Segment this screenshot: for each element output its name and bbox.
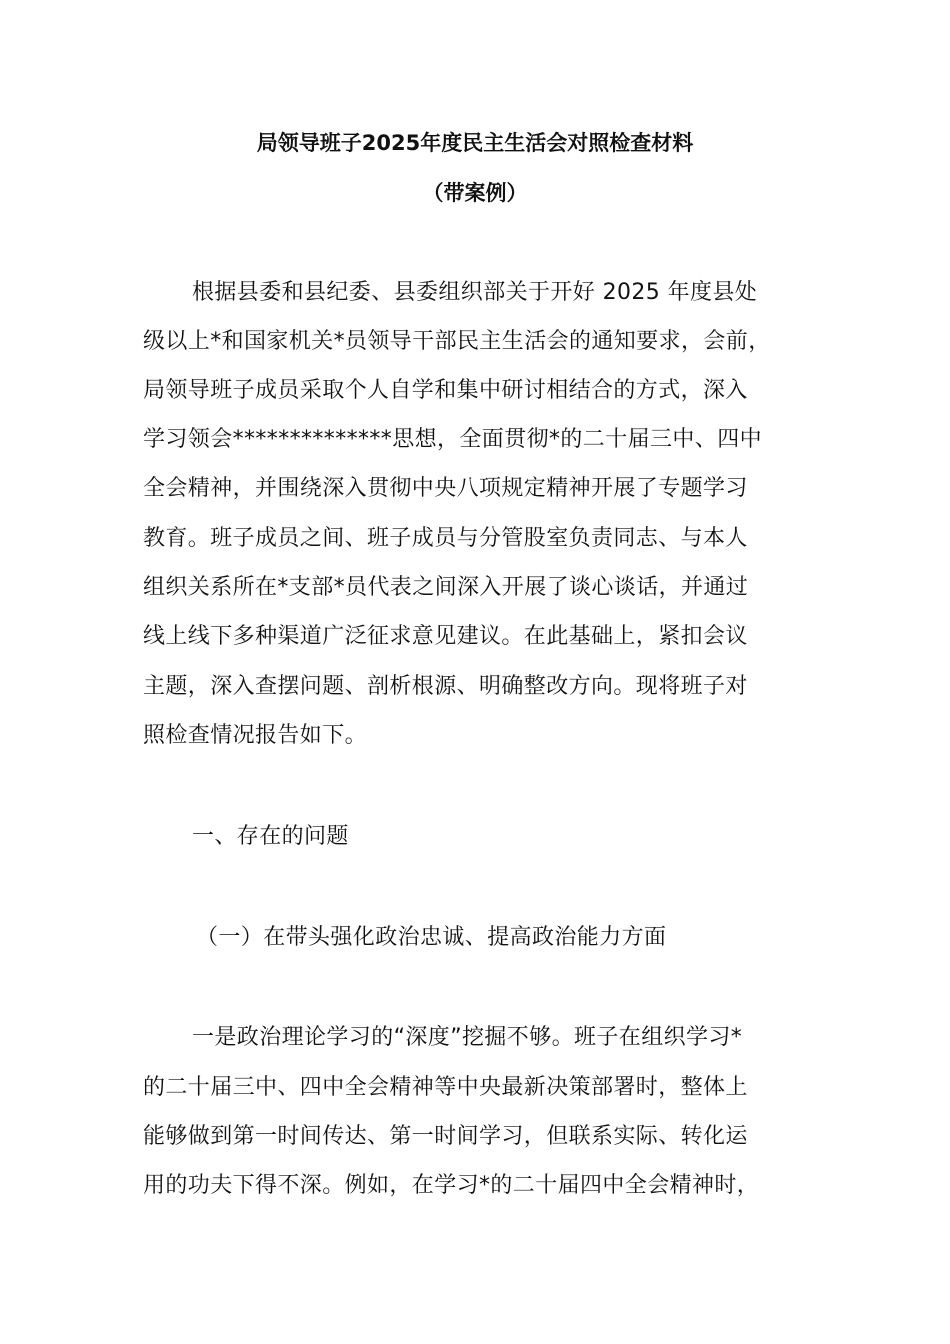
intro-line-1: 根据县委和县纪委、县委组织部关于开好 2025 年度县处 [192,280,758,305]
intro-line-7: 组织关系所在*支部*员代表之间深入开展了谈心谈话，并通过 [143,575,749,600]
body-line-4: 用的功夫下得不深。例如，在学习*的二十届四中全会精神时， [143,1173,760,1198]
subsection-heading: （一）在带头强化政治忠诚、提高政治能力方面 [196,925,667,950]
intro-line-6: 教育。班子成员之间、班子成员与分管股室负责同志、与本人 [143,526,748,551]
intro-line-4: 学习领会**************思想，全面贯彻*的二十届三中、四中 [143,427,763,452]
intro-line-3: 局领导班子成员采取个人自学和集中研讨相结合的方式，深入 [143,378,748,403]
body-line-1: 一是政治理论学习的“深度”挖掘不够。班子在组织学习* [192,1025,743,1050]
body-line-3: 能够做到第一时间传达、第一时间学习，但联系实际、转化运 [143,1124,748,1149]
intro-line-8: 线上线下多种渠道广泛征求意见建议。在此基础上，紧扣会议 [143,624,748,649]
document-subtitle: （带案例） [422,181,528,205]
intro-line-5: 全会精神，并围绕深入贯彻中央八项规定精神开展了专题学习 [143,476,748,501]
intro-line-2: 级以上*和国家机关*员领导干部民主生活会的通知要求，会前， [143,329,771,354]
intro-line-10: 照检查情况报告如下。 [143,723,368,748]
section-heading: 一、存在的问题 [192,824,349,849]
document-title: 局领导班子2025年度民主生活会对照检查材料 [256,131,694,155]
body-line-2: 的二十届三中、四中全会精神等中央最新决策部署时，整体上 [143,1075,748,1100]
intro-line-9: 主题，深入查摆问题、剖析根源、明确整改方向。现将班子对 [143,674,748,699]
